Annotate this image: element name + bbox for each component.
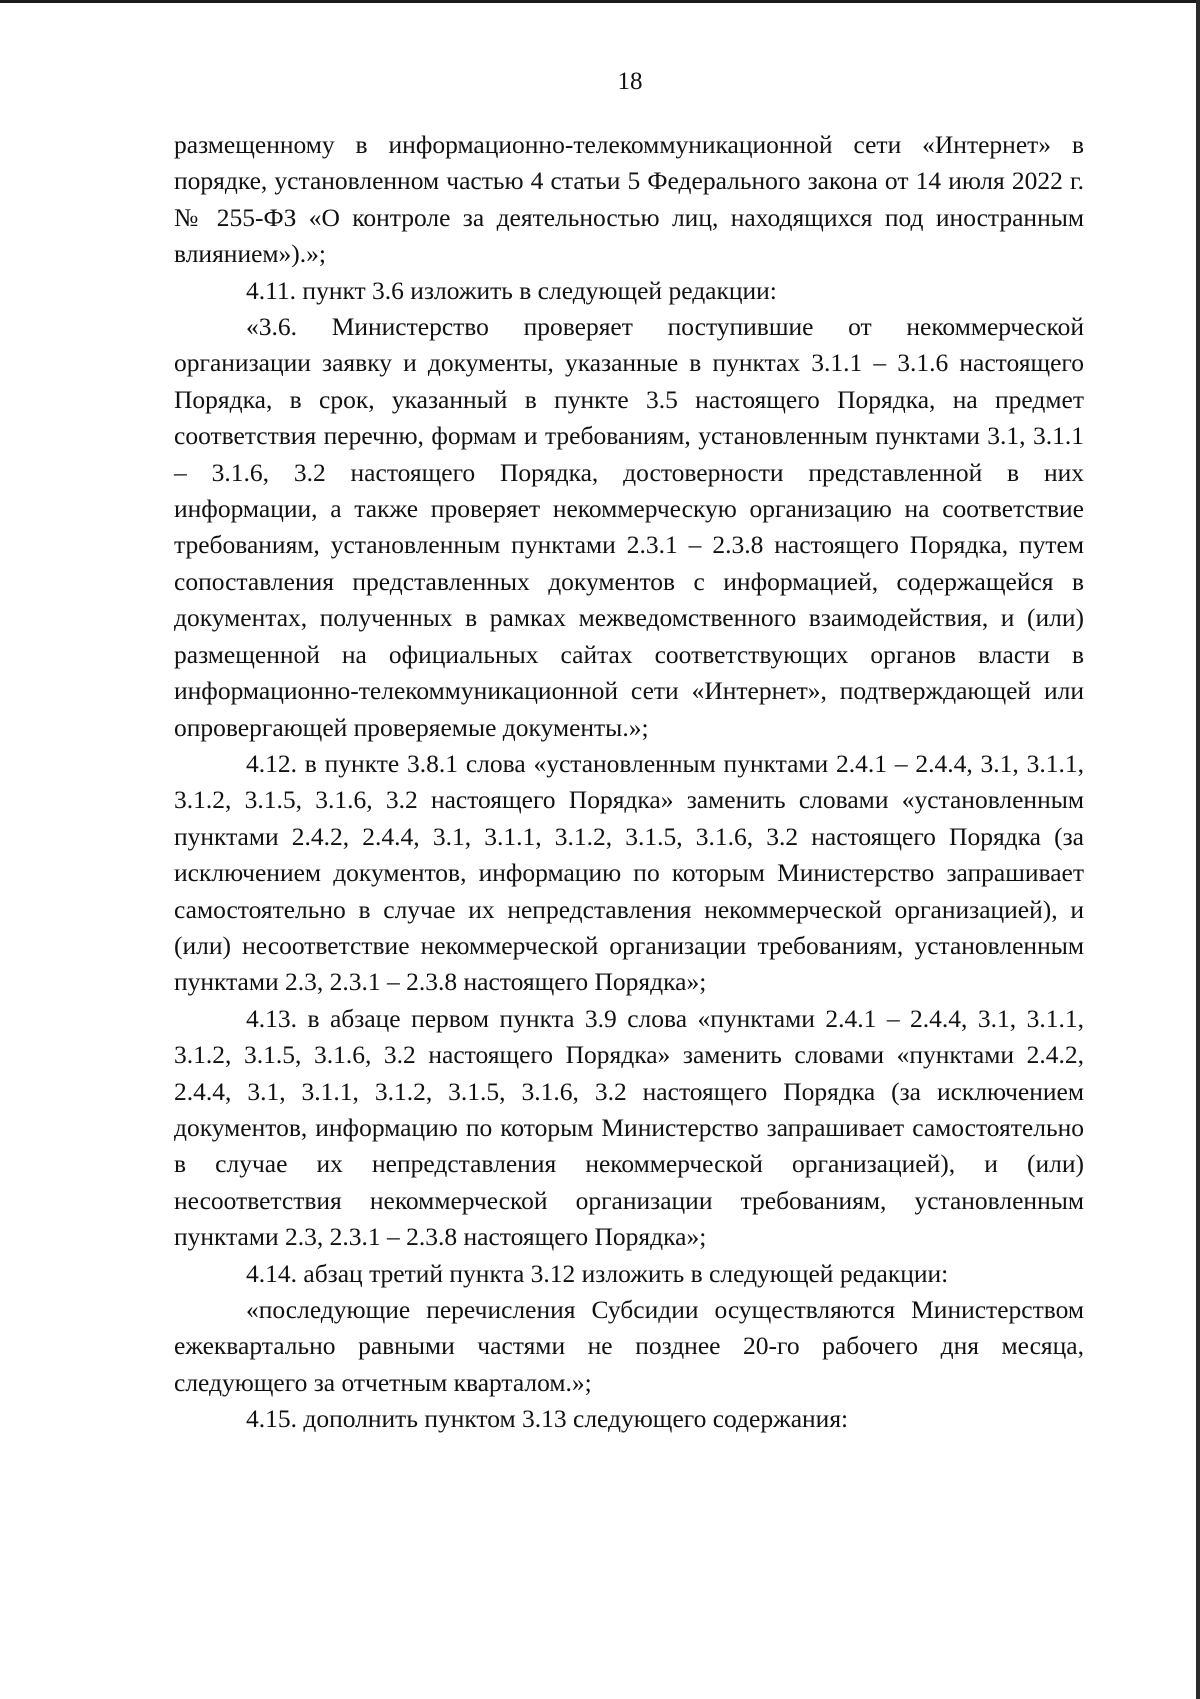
document-body — [174, 127, 1084, 1438]
paragraph-continuation: размещенному в информационно-телекоммуникационной сети «Интернет» в порядке, установленном частью 4 статьи 5 Федерального закона от 14 июля 2022 г. № 255-ФЗ «О контроле за деятельностью лиц, находящихся под иностранным влиянием»).»; — [174, 130, 1084, 269]
paragraph-item-4-15: 4.15. дополнить пунктом 3.13 следующего содержания: — [246, 1404, 849, 1434]
paragraph-item-4-13: 4.13. в абзаце первом пункта 3.9 слова «пунктами 2.4.1 – 2.4.4, 3.1, 3.1.1, 3.1.2, 3.1.5, 3.1.6, 3.2 настоящего Порядка» заменить словами «пунктами 2.4.2, 2.4.4, 3.1, 3.1.1, 3.1.2, 3.1.5, 3.1.6, 3.2 настоящего Порядка (за исключением документов, информацию по которым Министерство запрашивает самостоятельно в случае их непредставления некоммерческой организацией), и (или) несоответствия некоммерческой организации требованиям, установленным пунктами 2.3, 2.3.1 – 2.3.8 настоящего Порядка»; — [174, 1003, 1084, 1252]
scan-edge-right — [1196, 0, 1200, 1699]
paragraph-item-4-11: 4.11. пункт 3.6 изложить в следующей редакции: — [246, 275, 777, 305]
paragraph-quote-3-12: «последующие перечисления Субсидии осуществляются Министерством ежеквартально равными частями не позднее 20-го рабочего дня месяца, следующего за отчетным кварталом.»; — [174, 1295, 1084, 1397]
paragraph-item-4-14: 4.14. абзац третий пункта 3.12 изложить в следующей редакции: — [246, 1258, 949, 1288]
scan-edge-top — [0, 0, 1200, 3]
paragraph-quote-3-6: «3.6. Министерство проверяет поступившие от некоммерческой организации заявку и документы, указанные в пунктах 3.1.1 – 3.1.6 настоящего Порядка, в срок, указанный в пункте 3.5 настоящего Порядка, на предмет соответствия перечню, формам и требованиям, установленным пунктами 3.1, 3.1.1 – 3.1.6, 3.2 настоящего Порядка, достоверности представленной в них информации, а также проверяет некоммерческую организацию на соответствие требованиям, установленным пунктами 2.3.1 – 2.3.8 настоящего Порядка, путем сопоставления представленных документов с информацией, содержащейся в документах, полученных в рамках межведомственного взаимодействия, и (или) размещенной на официальных сайтах соответствующих органов власти в информационно-телекоммуникационной сети «Интернет», подтверждающей или опровергающей проверяемые документы.»; — [174, 312, 1084, 742]
paragraph-item-4-12: 4.12. в пункте 3.8.1 слова «установленным пунктами 2.4.1 – 2.4.4, 3.1, 3.1.1, 3.1.2, 3.1.5, 3.1.6, 3.2 настоящего Порядка» заменить словами «установленным пунктами 2.4.2, 2.4.4, 3.1, 3.1.1, 3.1.2, 3.1.5, 3.1.6, 3.2 настоящего Порядка (за исключением документов, информацию по которым Министерство запрашивает самостоятельно в случае их непредставления некоммерческой организацией), и (или) несоответствие некоммерческой организации требованиям, установленным пунктами 2.3, 2.3.1 – 2.3.8 настоящего Порядка»; — [174, 748, 1084, 997]
page-number: 18 — [617, 68, 643, 95]
